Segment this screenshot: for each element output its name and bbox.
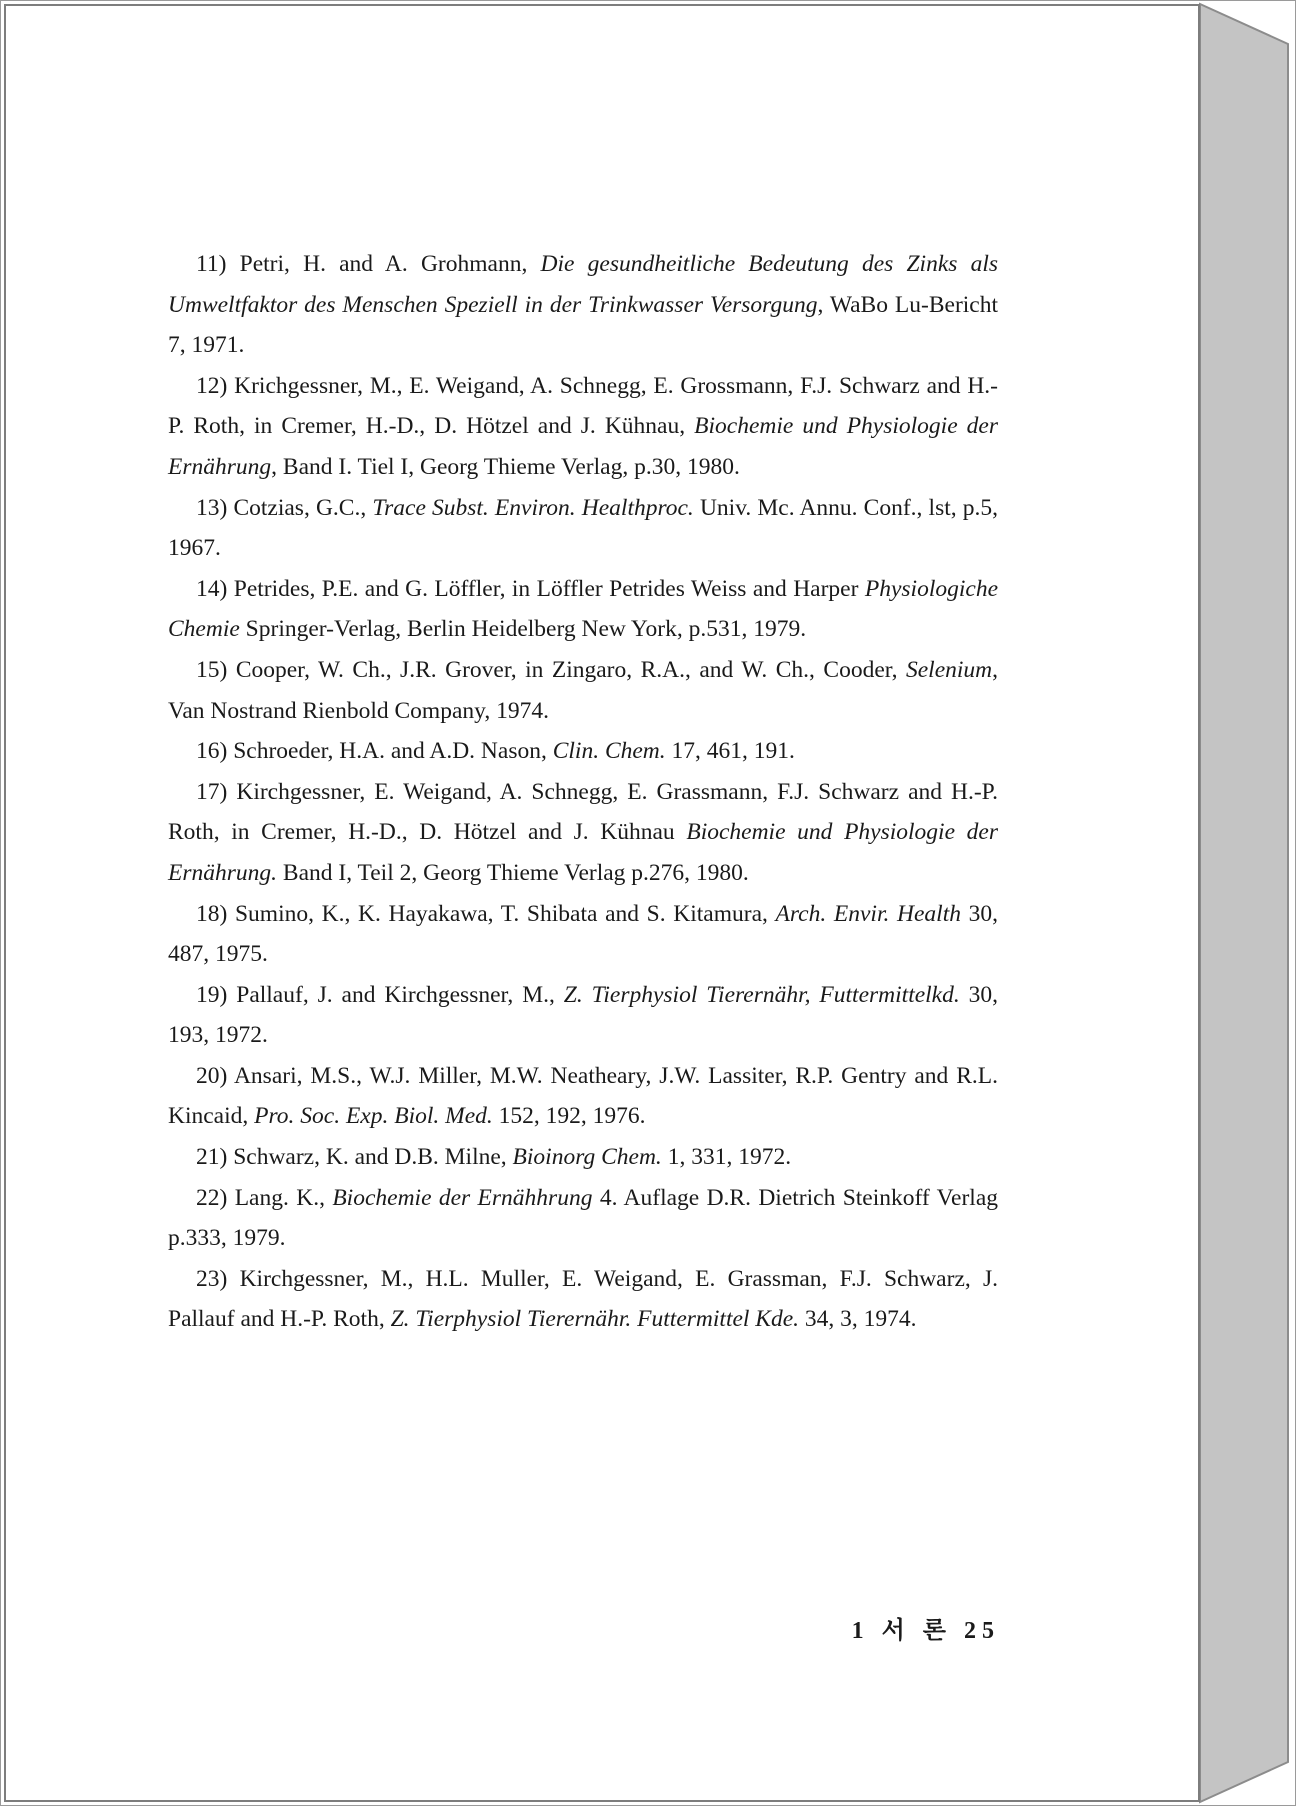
ref-number: 12) [196,372,228,399]
reference-13: 13) Cotzias, G.C., Trace Subst. Environ. Healthproc. Univ. Mc. Annu. Conf., lst, p.5, 1967. [168,494,998,562]
ref-number: 14) [196,575,228,602]
ref-number: 20) [196,1062,228,1089]
ref-number: 13) [196,494,228,521]
reference-19: 19) Pallauf, J. and Kirchgessner, M., Z. Tierphysiol Tierernähr, Futtermittelkd. 30, 193, 1972. [168,981,999,1049]
page-footer: 1 서 론 25 [851,1618,1000,1644]
ref-number: 17) [196,778,228,805]
ref-number: 18) [196,900,228,927]
ref-number: 19) [196,981,228,1008]
reference-23: 23) Kirchgessner, M., H.L. Muller, E. Weigand, E. Grassman, F.J. Schwarz, J. Pallauf and H.-P. Roth, Z. Tierphysiol Tierernähr. Futtermittel Kde. 34, 3, 1974. [168,1265,998,1333]
ref-number: 22) [196,1184,228,1211]
reference-20: 20) Ansari, M.S., W.J. Miller, M.W. Neatheary, J.W. Lassiter, R.P. Gentry and R.L. Kincaid, Pro. Soc. Exp. Biol. Med. 152, 192, 1976. [168,1062,998,1130]
ref-number: 23) [196,1265,228,1292]
reference-12: 12) Krichgessner, M., E. Weigand, A. Schnegg, E. Grossmann, F.J. Schwarz and H.-P. Roth, in Cremer, H.-D., D. Hötzel and J. Kühnau, Biochemie und Physiologie der Ernährung, Band I. Tiel I, Georg Thieme Verlag, p.30, 1980. [168,372,999,480]
ref-number: 15) [196,656,228,683]
reference-15: 15) Cooper, W. Ch., J.R. Grover, in Zingaro, R.A., and W. Ch., Cooder, Selenium, Van Nostrand Rienbold Company, 1974. [168,656,999,724]
reference-21: 21) Schwarz, K. and D.B. Milne, Bioinorg Chem. 1, 331, 1972. [196,1144,792,1171]
ref-number: 11) [196,251,227,277]
reference-16: 16) Schroeder, H.A. and A.D. Nason, Clin. Chem. 17, 461, 191. [196,738,795,765]
reference-11: 11) Petri, H. and A. Grohmann, Die gesundheitliche Bedeutung des Zinks als Umweltfaktor des Menschen Speziell in der Trinkwasser Versorgung, WaBo Lu-Bericht 7, 1971. [168,251,999,359]
reference-14: 14) Petrides, P.E. and G. Löffler, in Löffler Petrides Weiss and Harper Physiologiche Chemie Springer-Verlag, Berlin Heidelberg New York, p.531, 1979. [168,575,999,643]
reference-22: 22) Lang. K., Biochemie der Ernähhrung 4. Auflage D.R. Dietrich Steinkoff Verlag p.333, 1979. [168,1184,999,1252]
ref-number: 16) [196,738,228,765]
reference-list [168,244,998,1340]
ref-number: 21) [196,1144,228,1171]
reference-18: 18) Sumino, K., K. Hayakawa, T. Shibata and S. Kitamura, Arch. Envir. Health 30, 487, 1975. [168,900,999,968]
reference-17: 17) Kirchgessner, E. Weigand, A. Schnegg, E. Grassmann, F.J. Schwarz and H.-P. Roth, in Cremer, H.-D., D. Hötzel and J. Kühnau Biochemie und Physiologie der Ernährung. Band I, Teil 2, Georg Thieme Verlag p.276, 1980. [168,778,999,886]
